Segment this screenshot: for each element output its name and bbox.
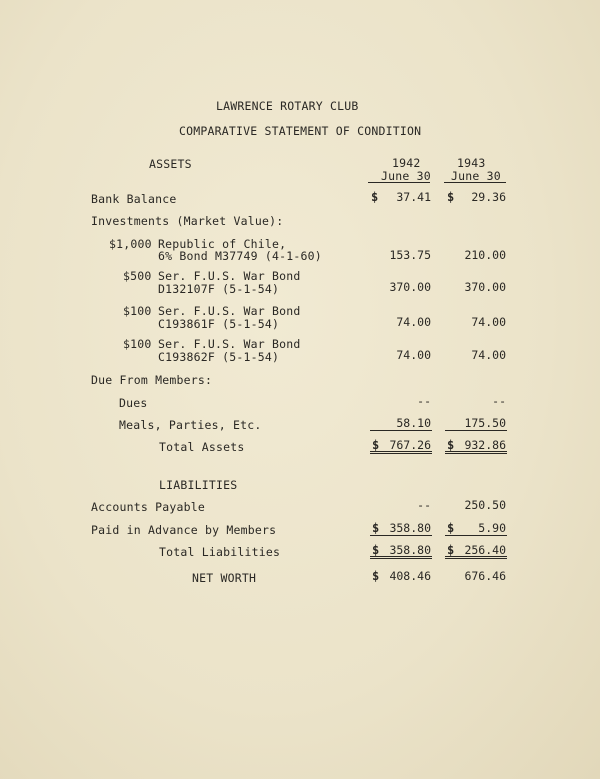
dollar-sign: $ [372, 521, 380, 535]
investments-label: Investments (Market Value): [91, 214, 284, 228]
doc-title: LAWRENCE ROTARY CLUB [216, 99, 359, 113]
assets-heading: ASSETS [149, 157, 192, 171]
net-worth-label: NET WORTH [192, 571, 257, 585]
inv2-amount: $500 [123, 269, 152, 283]
dollar-sign: $ [372, 438, 380, 452]
inv3-line2: C193861F (5-1-54) [158, 317, 280, 331]
total-liabilities-1942-double-underline [370, 556, 432, 559]
inv2-1942: 370.00 [389, 280, 431, 294]
total-assets-1943-double-underline [445, 451, 507, 454]
doc-subtitle: COMPARATIVE STATEMENT OF CONDITION [179, 124, 422, 138]
dollar-sign: $ [372, 569, 380, 583]
inv4-1943: 74.00 [471, 348, 506, 362]
paid-in-advance-1943-underline [445, 535, 507, 536]
dollar-sign: $ [447, 521, 455, 535]
dollar-sign: $ [371, 190, 379, 204]
total-assets-1942: 767.26 [389, 438, 431, 452]
paid-in-advance-1942-underline [370, 535, 432, 536]
total-liabilities-label: Total Liabilities [159, 545, 281, 559]
total-liabilities-1943: 256.40 [464, 543, 506, 557]
dollar-sign: $ [447, 438, 455, 452]
inv3-line1: Ser. F.U.S. War Bond [158, 304, 301, 318]
accounts-payable-label: Accounts Payable [91, 500, 205, 514]
col-1942-date: June 30 [381, 169, 431, 183]
total-assets-1942-double-underline [370, 451, 432, 454]
meals-1942-underline [370, 430, 432, 431]
bank-balance-label: Bank Balance [91, 192, 177, 206]
due-from-members-label: Due From Members: [91, 373, 213, 387]
net-worth-1943: 676.46 [464, 569, 506, 583]
dues-1943: -- [492, 394, 506, 408]
col-1942-underline [368, 182, 430, 183]
accounts-payable-1943: 250.50 [464, 498, 506, 512]
col-1943-year: 1943 [457, 156, 486, 170]
inv1-1943: 210.00 [464, 248, 506, 262]
bank-balance-1943: 29.36 [471, 190, 506, 204]
paid-in-advance-1943: 5.90 [478, 521, 506, 535]
inv4-1942: 74.00 [396, 348, 431, 362]
total-assets-1943: 932.86 [464, 438, 506, 452]
col-1943-underline [444, 182, 506, 183]
inv3-amount: $100 [123, 304, 152, 318]
inv1-amount: $1,000 [109, 237, 152, 251]
inv1-1942: 153.75 [389, 248, 431, 262]
meals-label: Meals, Parties, Etc. [119, 418, 262, 432]
dollar-sign: $ [372, 543, 380, 557]
col-1942-year: 1942 [392, 156, 421, 170]
dollar-sign: $ [447, 543, 455, 557]
meals-1943-underline [445, 430, 507, 431]
inv2-1943: 370.00 [464, 280, 506, 294]
inv1-line2: 6% Bond M37749 (4-1-60) [158, 249, 322, 263]
inv2-line1: Ser. F.U.S. War Bond [158, 269, 301, 283]
col-1943-date: June 30 [451, 169, 501, 183]
inv4-line1: Ser. F.U.S. War Bond [158, 337, 301, 351]
inv4-amount: $100 [123, 337, 152, 351]
dollar-sign: $ [447, 190, 455, 204]
inv1-line1: Republic of Chile, [158, 237, 287, 251]
bank-balance-1942: 37.41 [396, 190, 431, 204]
meals-1943: 175.50 [464, 416, 506, 430]
paid-in-advance-1942: 358.80 [389, 521, 431, 535]
inv3-1943: 74.00 [471, 315, 506, 329]
dues-label: Dues [119, 396, 148, 410]
paid-in-advance-label: Paid in Advance by Members [91, 523, 277, 537]
liabilities-heading: LIABILITIES [159, 478, 238, 492]
total-assets-label: Total Assets [159, 440, 245, 454]
accounts-payable-1942: -- [417, 498, 431, 512]
total-liabilities-1942: 358.80 [389, 543, 431, 557]
inv3-1942: 74.00 [396, 315, 431, 329]
inv4-line2: C193862F (5-1-54) [158, 350, 280, 364]
inv2-line2: D132107F (5-1-54) [158, 282, 280, 296]
net-worth-1942: 408.46 [389, 569, 431, 583]
meals-1942: 58.10 [396, 416, 431, 430]
dues-1942: -- [417, 394, 431, 408]
total-liabilities-1943-double-underline [445, 556, 507, 559]
